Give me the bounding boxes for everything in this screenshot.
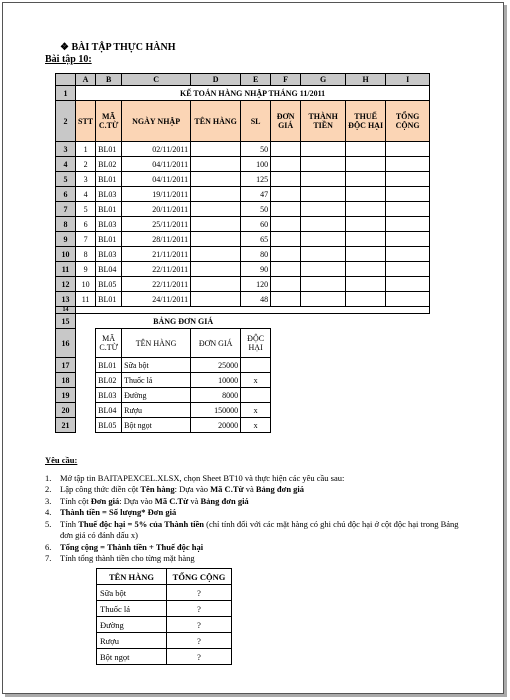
price-name-cell: Sữa bột	[122, 358, 191, 373]
page-title	[60, 42, 175, 53]
column-header: D	[191, 74, 241, 86]
name-cell	[191, 247, 241, 262]
page-title-text: BÀI TẬP THỰC HÀNH	[71, 42, 176, 53]
exercise-label: Bài tập 10:	[45, 54, 92, 65]
table-row	[97, 633, 232, 649]
summary-header: TỔNG CỘNG	[167, 569, 232, 585]
stt-cell: 4	[76, 187, 96, 202]
qty-cell: 48	[241, 292, 271, 307]
summary-header: TÊN HÀNG	[97, 569, 167, 585]
table-row	[97, 617, 232, 633]
price-header: MÃ C.TỪ	[96, 329, 122, 358]
stt-cell: 10	[76, 277, 96, 292]
row-header: 6	[56, 187, 76, 202]
toxic-cell	[241, 358, 271, 373]
empty-cell	[76, 373, 96, 388]
empty-cell	[346, 142, 386, 157]
stt-cell: 8	[76, 247, 96, 262]
stt-cell: 3	[76, 172, 96, 187]
empty-cell	[386, 202, 430, 217]
requirement-number: 2.	[45, 484, 52, 494]
table-row	[56, 217, 430, 232]
row-header: 21	[56, 418, 76, 433]
qty-cell: 50	[241, 142, 271, 157]
spreadsheet	[55, 73, 430, 433]
table-row	[56, 418, 430, 433]
table-header: NGÀY NHẬP	[122, 101, 191, 142]
code-cell: BL03	[96, 187, 122, 202]
toxic-cell: x	[241, 403, 271, 418]
table-header: MÃ C.TỪ	[96, 101, 122, 142]
empty-cell	[271, 202, 301, 217]
code-cell: BL01	[96, 292, 122, 307]
table-row	[56, 142, 430, 157]
price-code-cell: BL03	[96, 388, 122, 403]
stt-cell: 2	[76, 157, 96, 172]
column-header-row	[56, 74, 430, 86]
price-name-cell: Bột ngọt	[122, 418, 191, 433]
column-header: C	[122, 74, 191, 86]
empty-cell	[301, 187, 346, 202]
qty-cell: 80	[241, 247, 271, 262]
table-header: THUẾ ĐỘC HẠI	[346, 101, 386, 142]
summary-name-cell: Bột ngọt	[97, 649, 167, 665]
date-cell: 04/11/2011	[122, 172, 191, 187]
toxic-cell	[241, 388, 271, 403]
requirement-text: Thành tiền = Số lượng* Đơn giá	[60, 507, 177, 517]
table-row	[56, 172, 430, 187]
empty-cell	[301, 217, 346, 232]
requirement-text: Tính cột Đơn giá: Dựa vào Mã C.Từ và Bảng đơn giá	[60, 495, 249, 506]
code-cell: BL01	[96, 172, 122, 187]
table-row	[97, 649, 232, 665]
summary-name-cell: Sữa bột	[97, 585, 167, 601]
row-header: 15	[56, 314, 76, 329]
empty-cell	[301, 262, 346, 277]
qty-cell: 90	[241, 262, 271, 277]
table-row	[56, 157, 430, 172]
corner-cell	[56, 74, 76, 86]
table-row	[56, 358, 430, 373]
empty-cell	[271, 292, 301, 307]
stt-cell: 6	[76, 217, 96, 232]
stt-cell: 7	[76, 232, 96, 247]
date-cell: 04/11/2011	[122, 157, 191, 172]
column-header: E	[241, 74, 271, 86]
sheet-row	[56, 307, 430, 314]
empty-cell	[386, 292, 430, 307]
toxic-cell: x	[241, 373, 271, 388]
empty-cell	[271, 314, 430, 329]
price-code-cell: BL05	[96, 418, 122, 433]
requirement-text: Mở tập tin BAITAPEXCEL.XLSX, chọn Sheet BT10 và thực hiện các yêu cầu sau:	[60, 472, 345, 483]
name-cell	[191, 202, 241, 217]
empty-cell	[301, 292, 346, 307]
price-code-cell: BL01	[96, 358, 122, 373]
requirement-number: 5.	[45, 518, 52, 529]
summary-header-row	[97, 569, 232, 585]
code-cell: BL01	[96, 202, 122, 217]
requirement-number: 6.	[45, 541, 52, 552]
table-header: SL	[241, 101, 271, 142]
date-cell: 19/11/2011	[122, 187, 191, 202]
price-header: ĐỘC HẠI	[241, 329, 271, 358]
empty-cell	[76, 358, 96, 373]
empty-cell	[301, 157, 346, 172]
name-cell	[191, 262, 241, 277]
empty-cell	[301, 142, 346, 157]
summary-value-cell: ?	[167, 585, 232, 601]
empty-cell	[271, 358, 430, 373]
empty-cell	[301, 202, 346, 217]
sheet-title: KẾ TOÁN HÀNG NHẬP THÁNG 11/2011	[76, 86, 430, 101]
row-header: 12	[56, 277, 76, 292]
code-cell: BL02	[96, 157, 122, 172]
column-header: H	[346, 74, 386, 86]
price-value-cell: 25000	[191, 358, 241, 373]
row-header: 14	[56, 307, 76, 314]
price-table-title: BẢNG ĐƠN GIÁ	[153, 316, 214, 326]
empty-cell	[271, 388, 430, 403]
requirements-list	[45, 473, 465, 565]
row-header: 19	[56, 388, 76, 403]
requirement-item	[45, 496, 465, 508]
name-cell	[191, 157, 241, 172]
empty-cell	[271, 247, 301, 262]
price-header: TÊN HÀNG	[122, 329, 191, 358]
summary-name-cell: Rượu	[97, 633, 167, 649]
row-header: 3	[56, 142, 76, 157]
requirement-text: Tính Thuế độc hại = 5% của Thành tiền (chỉ tính đối với các mặt hàng có ghi chú độc hại ở cột độc hại trong Bảng đơn giá có đánh dấu x)	[60, 518, 459, 540]
stt-cell: 5	[76, 202, 96, 217]
row-header: 9	[56, 232, 76, 247]
empty-cell	[271, 187, 301, 202]
requirement-item	[45, 542, 465, 554]
row-header: 2	[56, 101, 76, 142]
requirement-text: Tính tổng thành tiền cho từng mặt hàng	[60, 553, 195, 563]
empty-cell	[346, 202, 386, 217]
price-name-cell: Thuốc lá	[122, 373, 191, 388]
sheet-row	[56, 86, 430, 101]
qty-cell: 125	[241, 172, 271, 187]
empty-cell	[76, 329, 96, 358]
qty-cell: 65	[241, 232, 271, 247]
empty-cell	[271, 142, 301, 157]
qty-cell: 120	[241, 277, 271, 292]
empty-cell	[301, 172, 346, 187]
stt-cell: 11	[76, 292, 96, 307]
price-name-cell: Rượu	[122, 403, 191, 418]
row-header: 10	[56, 247, 76, 262]
summary-value-cell: ?	[167, 617, 232, 633]
empty-cell	[386, 247, 430, 262]
name-cell	[191, 232, 241, 247]
table-row	[56, 277, 430, 292]
column-header: G	[301, 74, 346, 86]
empty-cell	[386, 157, 430, 172]
table-row	[56, 202, 430, 217]
row-header: 16	[56, 329, 76, 358]
column-header: A	[76, 74, 96, 86]
summary-value-cell: ?	[167, 633, 232, 649]
row-header: 18	[56, 373, 76, 388]
table-row	[56, 388, 430, 403]
code-cell: BL01	[96, 142, 122, 157]
table-row	[56, 262, 430, 277]
empty-cell	[386, 172, 430, 187]
stt-cell: 1	[76, 142, 96, 157]
price-code-cell: BL04	[96, 403, 122, 418]
requirement-text: Lập công thức điền cột Tên hàng: Dựa vào Mã C.Từ và Bảng đơn giá	[60, 484, 305, 494]
empty-cell	[346, 217, 386, 232]
empty-cell	[271, 217, 301, 232]
table-row	[56, 403, 430, 418]
empty-cell	[271, 418, 430, 433]
row-header: 4	[56, 157, 76, 172]
table-header: ĐƠN GIÁ	[271, 101, 301, 142]
code-cell: BL03	[96, 217, 122, 232]
empty-cell	[346, 247, 386, 262]
table-header: THÀNH TIỀN	[301, 101, 346, 142]
empty-cell	[271, 262, 301, 277]
table-row	[56, 232, 430, 247]
date-cell: 22/11/2011	[122, 262, 191, 277]
price-value-cell: 8000	[191, 388, 241, 403]
empty-cell	[346, 232, 386, 247]
empty-cell	[386, 262, 430, 277]
column-header: F	[271, 74, 301, 86]
row-header: 11	[56, 262, 76, 277]
date-cell: 02/11/2011	[122, 142, 191, 157]
empty-cell	[271, 232, 301, 247]
empty-cell	[301, 247, 346, 262]
qty-cell: 50	[241, 202, 271, 217]
empty-cell	[271, 277, 301, 292]
table-row	[56, 373, 430, 388]
table-row	[56, 187, 430, 202]
empty-cell	[386, 232, 430, 247]
name-cell	[191, 277, 241, 292]
empty-cell	[301, 232, 346, 247]
name-cell	[191, 172, 241, 187]
empty-cell	[76, 418, 96, 433]
row-header: 7	[56, 202, 76, 217]
empty-cell	[271, 329, 430, 358]
table-row	[56, 292, 430, 307]
requirement-number: 7.	[45, 553, 52, 563]
date-cell: 20/11/2011	[122, 202, 191, 217]
date-cell: 25/11/2011	[122, 217, 191, 232]
empty-cell	[346, 157, 386, 172]
qty-cell: 47	[241, 187, 271, 202]
date-cell: 22/11/2011	[122, 277, 191, 292]
price-code-cell: BL02	[96, 373, 122, 388]
requirements-title: Yêu cầu:	[45, 455, 78, 465]
qty-cell: 100	[241, 157, 271, 172]
name-cell	[191, 187, 241, 202]
requirement-item	[45, 473, 465, 485]
date-cell: 24/11/2011	[122, 292, 191, 307]
table-row	[97, 601, 232, 617]
sheet-row	[56, 314, 430, 329]
row-header: 17	[56, 358, 76, 373]
row-header: 8	[56, 217, 76, 232]
empty-cell	[346, 262, 386, 277]
column-header: B	[96, 74, 122, 86]
empty-cell	[76, 388, 96, 403]
price-name-cell: Đường	[122, 388, 191, 403]
name-cell	[191, 142, 241, 157]
summary-table	[96, 568, 232, 665]
price-value-cell: 20000	[191, 418, 241, 433]
empty-cell	[76, 314, 96, 329]
table-header: TỔNG CỘNG	[386, 101, 430, 142]
requirement-number: 1.	[45, 472, 52, 483]
row-header: 13	[56, 292, 76, 307]
table-header: TÊN HÀNG	[191, 101, 241, 142]
table-header: STT	[76, 101, 96, 142]
stt-cell: 9	[76, 262, 96, 277]
code-cell: BL01	[96, 232, 122, 247]
sheet-row	[56, 329, 430, 358]
empty-cell	[271, 157, 301, 172]
empty-cell	[271, 373, 430, 388]
row-header: 5	[56, 172, 76, 187]
requirement-item	[45, 519, 465, 542]
name-cell	[191, 292, 241, 307]
requirement-item	[45, 553, 465, 565]
empty-cell	[346, 292, 386, 307]
table-row	[97, 585, 232, 601]
requirements	[45, 455, 465, 565]
empty-cell	[301, 277, 346, 292]
price-value-cell: 10000	[191, 373, 241, 388]
table-row	[56, 247, 430, 262]
empty-cell	[346, 277, 386, 292]
row-header: 1	[56, 86, 76, 101]
empty-cell	[76, 307, 430, 314]
empty-cell	[386, 217, 430, 232]
empty-cell	[271, 403, 430, 418]
toxic-cell: x	[241, 418, 271, 433]
summary-name-cell: Đường	[97, 617, 167, 633]
empty-cell	[346, 172, 386, 187]
empty-cell	[386, 142, 430, 157]
name-cell	[191, 217, 241, 232]
date-cell: 21/11/2011	[122, 247, 191, 262]
date-cell: 28/11/2011	[122, 232, 191, 247]
code-cell: BL04	[96, 262, 122, 277]
sheet-row	[56, 101, 430, 142]
empty-cell	[386, 277, 430, 292]
column-header: I	[386, 74, 430, 86]
requirement-number: 4.	[45, 507, 52, 517]
summary-name-cell: Thuốc lá	[97, 601, 167, 617]
summary-value-cell: ?	[167, 601, 232, 617]
code-cell: BL03	[96, 247, 122, 262]
qty-cell: 60	[241, 217, 271, 232]
row-header: 20	[56, 403, 76, 418]
summary-value-cell: ?	[167, 649, 232, 665]
price-header: ĐƠN GIÁ	[191, 329, 241, 358]
empty-cell	[76, 403, 96, 418]
requirement-item	[45, 507, 465, 519]
requirement-text: Tổng cộng = Thành tiền + Thuế độc hại	[60, 541, 204, 552]
diamond-icon: ❖	[60, 42, 69, 53]
empty-cell	[386, 187, 430, 202]
price-value-cell: 150000	[191, 403, 241, 418]
code-cell: BL05	[96, 277, 122, 292]
empty-cell	[346, 187, 386, 202]
requirement-number: 3.	[45, 495, 52, 506]
empty-cell	[271, 172, 301, 187]
requirement-item	[45, 484, 465, 496]
